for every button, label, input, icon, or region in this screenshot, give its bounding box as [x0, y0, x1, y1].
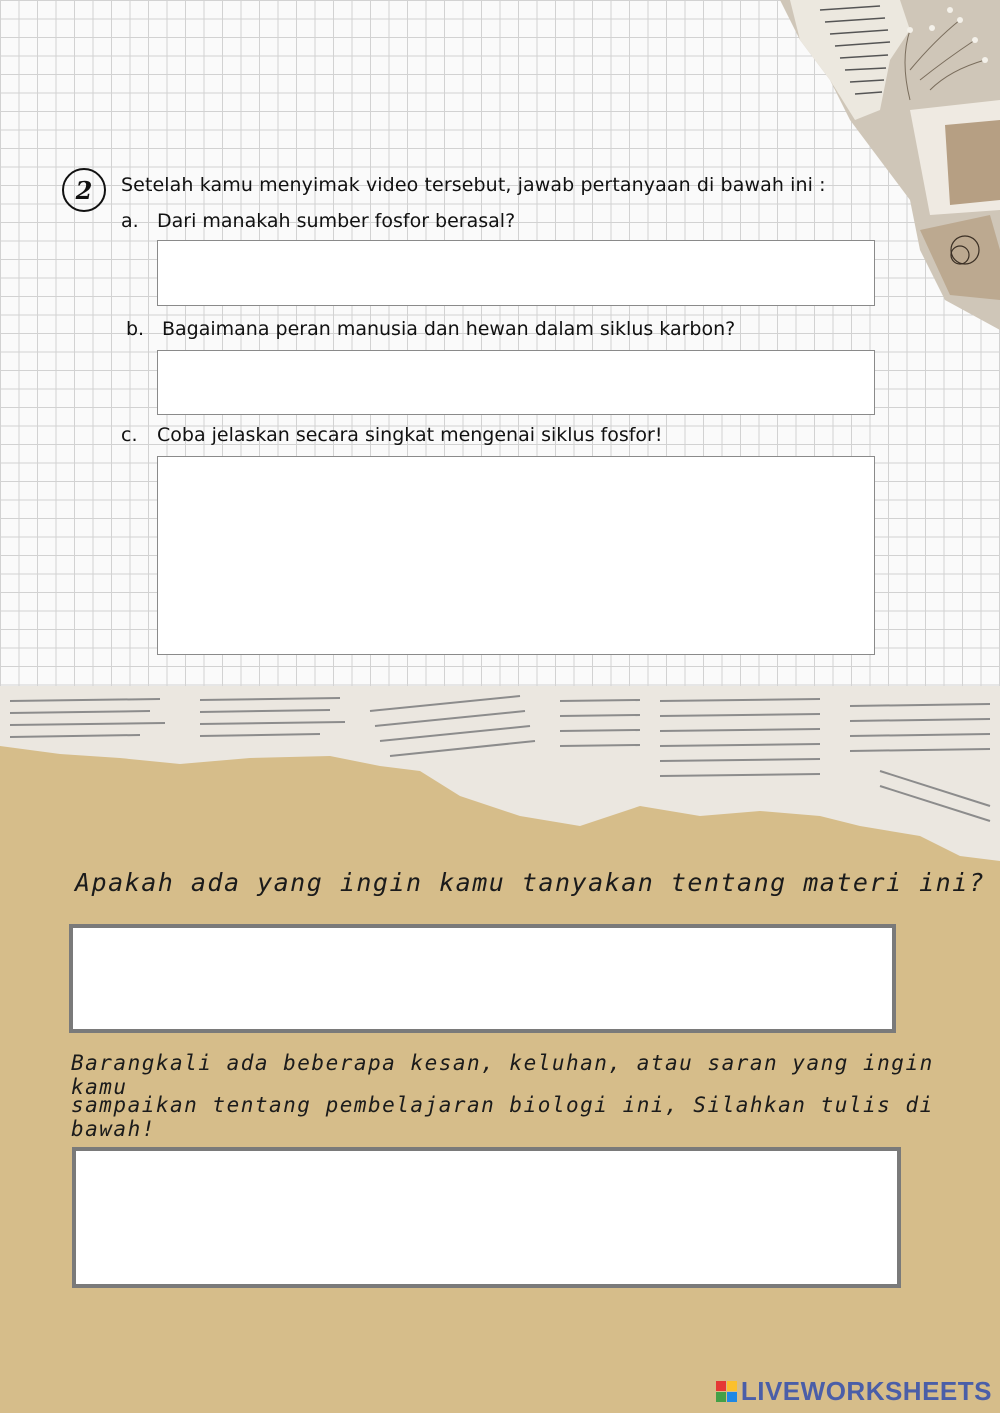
- question-a-text: Dari manakah sumber fosfor berasal?: [157, 210, 516, 232]
- question-b-letter: b.: [126, 318, 145, 340]
- question-a-letter: a.: [121, 210, 139, 232]
- feedback-comments-prompt-line1: Barangkali ada beberapa kesan, keluhan, atau saran yang ingin kamu: [71, 1051, 934, 1099]
- question-b: [126, 318, 735, 340]
- feedback-comments-prompt-line2: sampaikan tentang pembelajaran biologi ini, Silahkan tulis di bawah!: [71, 1093, 934, 1141]
- answer-box-b[interactable]: [157, 350, 875, 415]
- feedback-question-box[interactable]: [69, 924, 896, 1033]
- answer-box-a[interactable]: [157, 240, 875, 306]
- instructions-text: Setelah kamu menyimak video tersebut, jawab pertanyaan di bawah ini :: [121, 174, 826, 196]
- logo-mark-icon: [716, 1381, 737, 1402]
- question-c: [121, 424, 662, 446]
- answer-box-c[interactable]: [157, 456, 875, 655]
- question-b-text: Bagaimana peran manusia dan hewan dalam siklus karbon?: [162, 318, 736, 340]
- torn-newspaper-decoration: [0, 686, 1000, 861]
- feedback-question-prompt: Apakah ada yang ingin kamu tanyakan tentang materi ini?: [75, 868, 986, 897]
- question-c-text: Coba jelaskan secara singkat mengenai siklus fosfor!: [157, 424, 663, 446]
- step-number-badge: 2: [62, 168, 106, 212]
- logo-text: LIVEWORKSHEETS: [740, 1376, 992, 1406]
- feedback-comments-box[interactable]: [72, 1147, 901, 1288]
- liveworksheets-logo: [716, 1376, 992, 1407]
- feedback-section: [0, 686, 1000, 1413]
- question-c-letter: c.: [121, 424, 138, 446]
- question-a: [121, 210, 515, 232]
